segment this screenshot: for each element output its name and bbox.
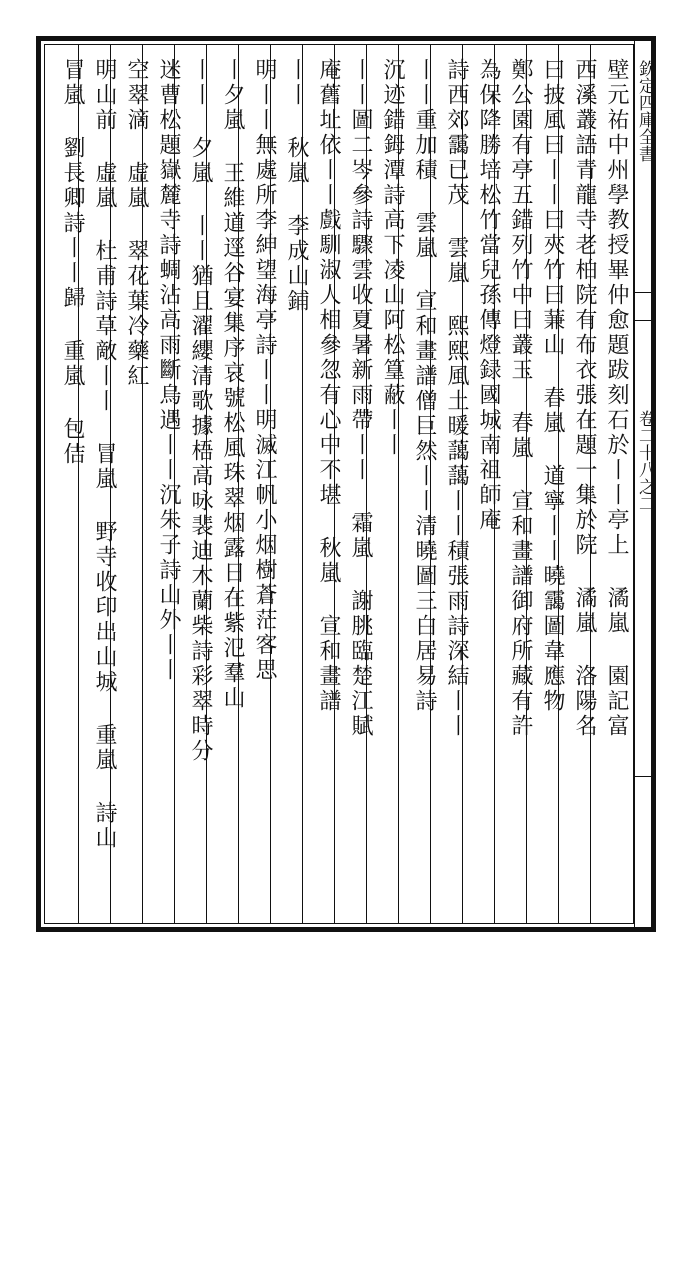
text-column: 丨丨 秋嵐 李成山鋪: [284, 58, 309, 314]
text-column: 沉迹錯鉧潭詩高下凌山阿松篁蔽丨丨: [380, 58, 405, 458]
text-column: 明丨丨無處所李紳望海亭詩丨丨明滅江帆小烟樹蒼茫客思: [252, 58, 277, 683]
text-column: 西溪叢語青龍寺老柏院有布衣張在題一集於院 潏嵐 洛陽名: [572, 58, 597, 739]
text-column: 冒嵐 劉長卿詩丨丨歸 重嵐 包佶: [60, 58, 85, 467]
text-column: 曰披風曰丨丨曰夾竹曰蒹山 春嵐 道寧丨丨曉靄圖韋應物: [540, 58, 565, 714]
text-column: 庵舊址依丨丨戲馴淑人相參忽有心中不堪 秋嵐 宣和畫譜: [316, 58, 341, 714]
margin-book-title: 欽定四庫全書: [635, 60, 655, 162]
text-column: 丨丨圖二岑參詩驟雲收夏暑新雨帶丨丨 霜嵐 謝朓臨楚江賦: [348, 58, 373, 739]
text-column: 壁元祐中州學教授畢仲愈題跋刻石於丨丨亭上 潏嵐 園記富: [604, 58, 629, 739]
text-column: 迷曹松題嶽麓寺詩蜩沾高雨斷烏遇丨丨沉朱子詩山外丨丨: [156, 58, 181, 683]
text-column: 空翠滴 虛嵐 翠花葉冷藥紅: [124, 58, 149, 389]
text-column: 詩西郊靄已茂 雲嵐 熙熙風土暖藹藹丨丨積張雨詩深結丨丨: [444, 58, 469, 739]
text-column: 為保降勝培松竹當兒孫傳燈録國城南祖師庵: [476, 58, 501, 533]
text-column: 明山前 虛嵐 杜甫詩草敵丨丨 冒嵐 野寺收印出山城 重嵐 詩山: [92, 58, 117, 851]
text-column: 丨夕嵐 王維道逕谷宴集序哀號松風珠翠烟露日在紫氾羣山: [220, 58, 245, 711]
margin-volume: 卷二十八之二: [635, 410, 655, 512]
text-column: 丨丨 夕嵐 丨丨猶且濯纓清歌據梧高咏裴迪木蘭柴詩彩翠時分: [188, 58, 213, 764]
text-column: 鄭公園有亭五錯列竹中曰叢玉 春嵐 宣和畫譜御府所藏有許: [508, 58, 533, 739]
text-column: 丨丨重加積 雲嵐 宣和畫譜僧巨然丨丨清曉圖三白居易詩: [412, 58, 437, 714]
